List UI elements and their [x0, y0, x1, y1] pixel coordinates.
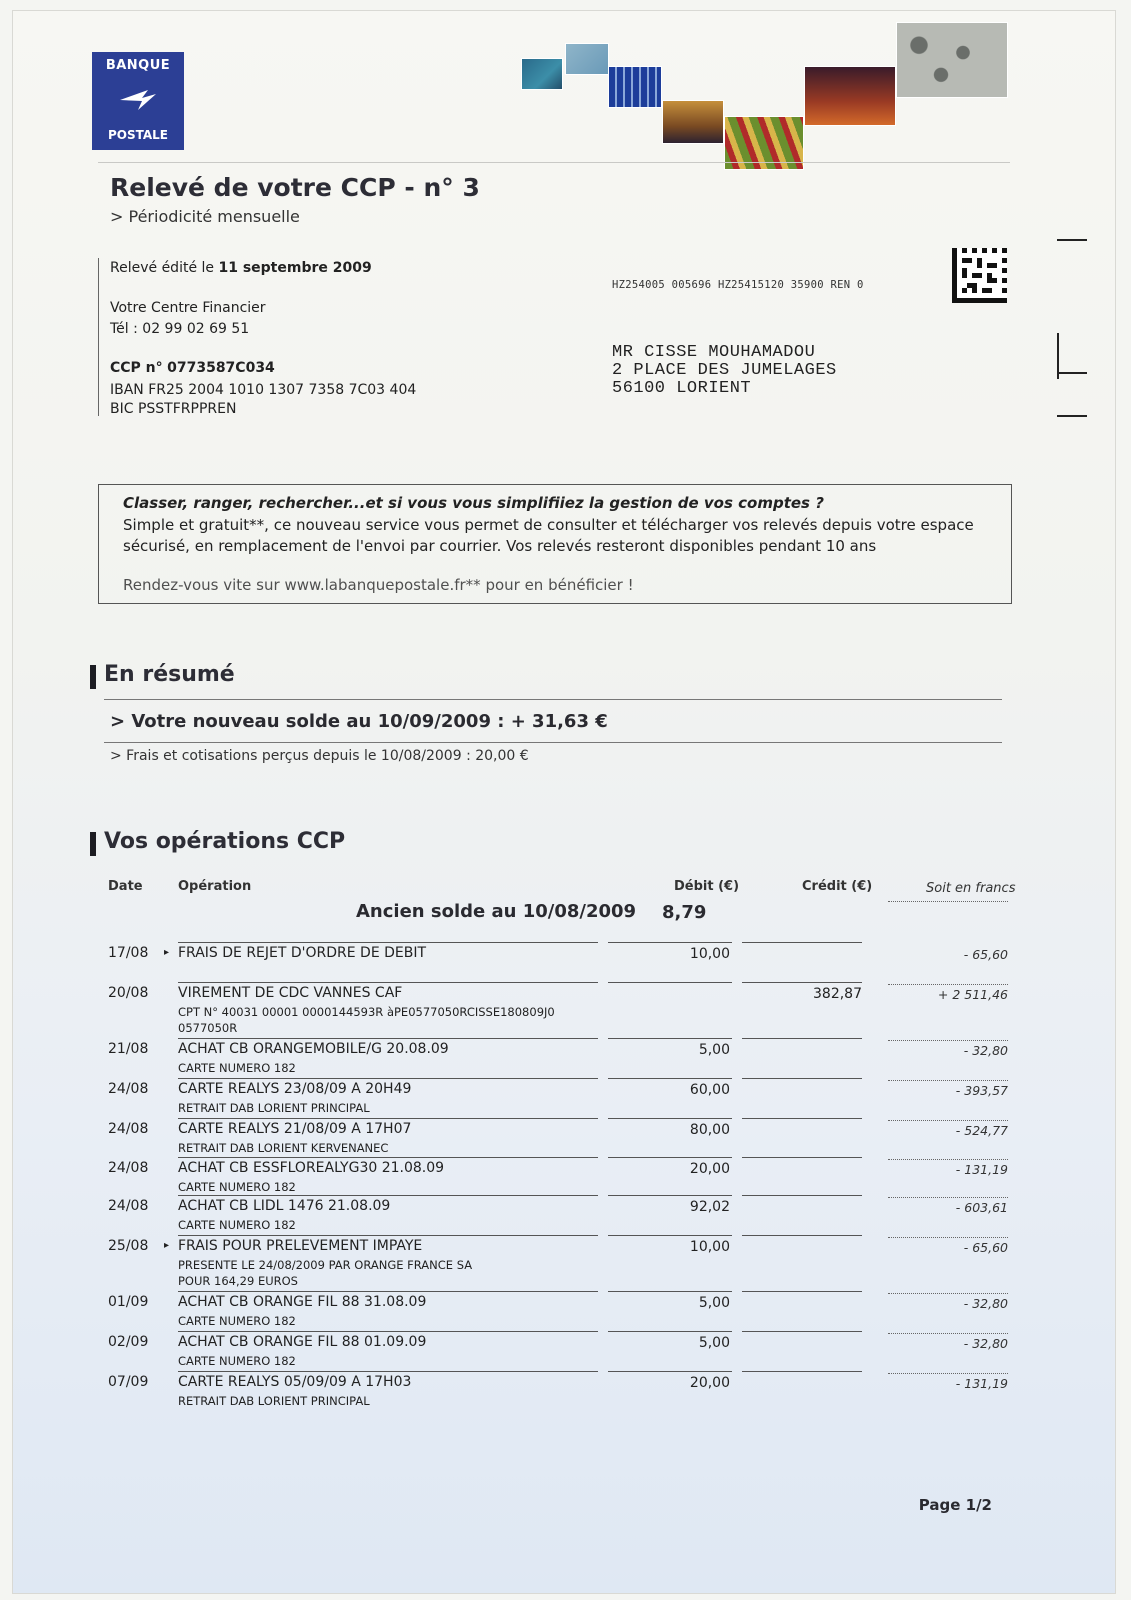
op-debit: 60,00 [689, 1082, 730, 1098]
row-rule [178, 1195, 598, 1196]
row-rule [742, 1195, 862, 1196]
op-label: ACHAT CB ESSFLOREALYG30 21.08.09 [178, 1160, 445, 1176]
la-banque-postale-logo [92, 52, 184, 150]
row-rule [178, 1291, 598, 1292]
postal-bird-icon [118, 86, 158, 112]
francs-row-rule [888, 1237, 1008, 1238]
new-balance: > Votre nouveau solde au 10/09/2009 : + 31,63 € [110, 711, 608, 732]
row-rule [742, 982, 862, 983]
op-francs: - 65,60 [963, 1240, 1008, 1255]
promo-question: Classer, ranger, rechercher...et si vous vous simplifiiez la gestion de vos comptes ? [123, 494, 824, 512]
op-francs: - 32,80 [963, 1336, 1008, 1351]
bank-statement-page [12, 10, 1116, 1594]
row-rule [608, 1291, 732, 1292]
op-detail: RETRAIT DAB LORIENT PRINCIPAL [178, 1101, 370, 1115]
op-date: 25/08 [108, 1238, 149, 1254]
col-header-debit: Débit (€) [674, 879, 740, 894]
row-rule [178, 1331, 598, 1332]
e-statement-promo-box [98, 484, 1012, 604]
row-rule [608, 1235, 732, 1236]
ccp-number: 0773587C034 [167, 360, 275, 376]
francs-row-rule [888, 1080, 1008, 1081]
page-number: Page 1/2 [918, 1496, 992, 1514]
row-rule [178, 1078, 598, 1079]
francs-header-rule [888, 901, 1008, 902]
row-rule [742, 1118, 862, 1119]
op-francs: + 2 511,46 [937, 987, 1008, 1002]
op-label: VIREMENT DE CDC VANNES CAF [178, 985, 403, 1001]
op-francs: - 65,60 [963, 947, 1008, 962]
promo-text: Simple et gratuit**, ce nouveau service vous permet de consulter et télécharger vos relevés depuis votre espace sécurisé, en remplacement de l'envoi par courrier. Vos relevés resteront disponibles pendant 10 ans [123, 516, 974, 555]
page-subtitle: > Périodicité mensuelle [110, 207, 300, 226]
previous-balance-value: 8,79 [662, 902, 707, 923]
op-debit: 20,00 [689, 1375, 730, 1391]
header-divider [98, 162, 1010, 163]
info-side-line [98, 258, 99, 416]
fold-mark [1057, 415, 1087, 417]
row-rule [742, 1371, 862, 1372]
francs-row-rule [888, 1197, 1008, 1198]
col-header-francs: Soit en francs [926, 881, 1016, 896]
op-detail: RETRAIT DAB LORIENT PRINCIPAL [178, 1394, 370, 1408]
row-rule [742, 1078, 862, 1079]
row-rule [742, 1157, 862, 1158]
op-date: 07/09 [108, 1374, 149, 1390]
row-rule [608, 982, 732, 983]
francs-row-rule [888, 1040, 1008, 1041]
section-marker [90, 665, 96, 689]
op-date: 17/08 [108, 945, 149, 961]
op-detail: CARTE NUMERO 182 [178, 1354, 296, 1368]
fold-mark [1057, 372, 1087, 374]
francs-row-rule [888, 1120, 1008, 1121]
row-rule [742, 1038, 862, 1039]
op-francs: - 131,19 [955, 1162, 1008, 1177]
francs-row-rule [888, 1373, 1008, 1374]
row-rule [178, 1235, 598, 1236]
bic: BIC PSSTFRPPREN [110, 401, 237, 417]
col-header-credit: Crédit (€) [802, 879, 873, 894]
address-street: 2 PLACE DES JUMELAGES [612, 361, 837, 380]
op-date: 02/09 [108, 1334, 149, 1350]
op-label: FRAIS DE REJET D'ORDRE DE DEBIT [178, 945, 427, 961]
row-rule [742, 1291, 862, 1292]
op-label: ACHAT CB ORANGEMOBILE/G 20.08.09 [178, 1041, 449, 1057]
op-francs: - 524,77 [955, 1123, 1008, 1138]
address-name: MR CISSE MOUHAMADOU [612, 343, 816, 362]
op-debit: 20,00 [689, 1161, 730, 1177]
op-detail: CARTE NUMERO 182 [178, 1314, 296, 1328]
francs-row-rule [888, 1159, 1008, 1160]
op-debit: 5,00 [698, 1042, 730, 1058]
address-city: 56100 LORIENT [612, 379, 752, 398]
logo-line-postale: POSTALE [107, 128, 169, 142]
row-rule [742, 1331, 862, 1332]
op-credit: 382,87 [813, 986, 862, 1002]
fold-mark-vertical [1057, 333, 1059, 379]
ccp-label: CCP n° [110, 360, 163, 376]
row-rule [608, 1038, 732, 1039]
section-marker [90, 832, 96, 856]
op-francs: - 603,61 [955, 1200, 1008, 1215]
francs-row-rule [888, 984, 1008, 985]
op-label: FRAIS POUR PRELEVEMENT IMPAYE [178, 1238, 423, 1254]
op-date: 24/08 [108, 1081, 149, 1097]
row-rule [178, 942, 598, 943]
row-rule [608, 1078, 732, 1079]
op-debit: 92,02 [689, 1199, 730, 1215]
op-detail: CARTE NUMERO 182 [178, 1180, 296, 1194]
fees-line: > Frais et cotisations perçus depuis le 10/08/2009 : 20,00 € [110, 748, 529, 764]
op-francs: - 32,80 [963, 1043, 1008, 1058]
op-detail: PRESENTE LE 24/08/2009 PAR ORANGE FRANCE SA POUR 164,29 EUROS [178, 1258, 473, 1288]
financial-centre: Votre Centre Financier [110, 300, 266, 316]
op-date: 24/08 [108, 1121, 149, 1137]
datamatrix-code [952, 248, 1007, 303]
op-date: 24/08 [108, 1160, 149, 1176]
promo-footer: Rendez-vous vite sur www.labanquepostale.fr** pour en bénéficier ! [123, 576, 634, 594]
edited-label: Relevé édité le [110, 260, 215, 276]
centre-phone: Tél : 02 99 02 69 51 [110, 321, 250, 337]
op-debit: 10,00 [689, 946, 730, 962]
summary-rule-top [104, 699, 1002, 700]
francs-row-rule [888, 1333, 1008, 1334]
op-date: 20/08 [108, 985, 149, 1001]
row-rule [178, 1038, 598, 1039]
row-rule [608, 1371, 732, 1372]
row-rule [742, 942, 862, 943]
row-rule [742, 1235, 862, 1236]
row-rule [608, 942, 732, 943]
op-label: ACHAT CB ORANGE FIL 88 31.08.09 [178, 1294, 427, 1310]
op-date: 21/08 [108, 1041, 149, 1057]
logo-line-banque: BANQUE [105, 58, 171, 73]
op-debit: 5,00 [698, 1295, 730, 1311]
col-header-operation: Opération [178, 879, 252, 894]
page-title: Relevé de votre CCP - n° 3 [110, 173, 480, 202]
summary-heading: En résumé [104, 662, 235, 687]
operations-heading: Vos opérations CCP [104, 829, 346, 854]
op-detail: CPT N° 40031 00001 0000144593R àPE0577050RCISSE180809J0 0577050R [178, 1005, 555, 1035]
op-detail: CARTE NUMERO 182 [178, 1218, 296, 1232]
summary-rule-mid [104, 742, 1002, 743]
row-rule [608, 1331, 732, 1332]
row-rule [608, 1195, 732, 1196]
edited-date: 11 septembre 2009 [218, 260, 372, 276]
op-francs: - 32,80 [963, 1296, 1008, 1311]
row-rule [178, 1157, 598, 1158]
fold-mark [1057, 239, 1087, 241]
row-rule [178, 982, 598, 983]
op-francs: - 131,19 [955, 1376, 1008, 1391]
row-rule [178, 1371, 598, 1372]
op-francs: - 393,57 [955, 1083, 1008, 1098]
op-debit: 5,00 [698, 1335, 730, 1351]
op-label: CARTE REALYS 21/08/09 A 17H07 [178, 1121, 412, 1137]
fee-arrow-icon: ▸ [164, 947, 170, 958]
mailing-reference: HZ254005 005696 HZ25415120 35900 REN 0 [612, 279, 864, 291]
op-date: 01/09 [108, 1294, 149, 1310]
op-debit: 10,00 [689, 1239, 730, 1255]
row-rule [608, 1118, 732, 1119]
col-header-date: Date [108, 879, 143, 894]
op-debit: 80,00 [689, 1122, 730, 1138]
op-label: ACHAT CB LIDL 1476 21.08.09 [178, 1198, 391, 1214]
iban: IBAN FR25 2004 1010 1307 7358 7C03 404 [110, 382, 417, 398]
op-label: CARTE REALYS 05/09/09 A 17H03 [178, 1374, 412, 1390]
ccp-number-line [110, 360, 275, 376]
op-date: 24/08 [108, 1198, 149, 1214]
row-rule [608, 1157, 732, 1158]
op-label: CARTE REALYS 23/08/09 A 20H49 [178, 1081, 412, 1097]
op-detail: RETRAIT DAB LORIENT KERVENANEC [178, 1141, 389, 1155]
fee-arrow-icon: ▸ [164, 1240, 170, 1251]
francs-row-rule [888, 1293, 1008, 1294]
row-rule [178, 1118, 598, 1119]
op-detail: CARTE NUMERO 182 [178, 1061, 296, 1075]
op-label: ACHAT CB ORANGE FIL 88 01.09.09 [178, 1334, 427, 1350]
previous-balance-label: Ancien solde au 10/08/2009 [356, 901, 637, 922]
edited-date-line [110, 260, 372, 276]
